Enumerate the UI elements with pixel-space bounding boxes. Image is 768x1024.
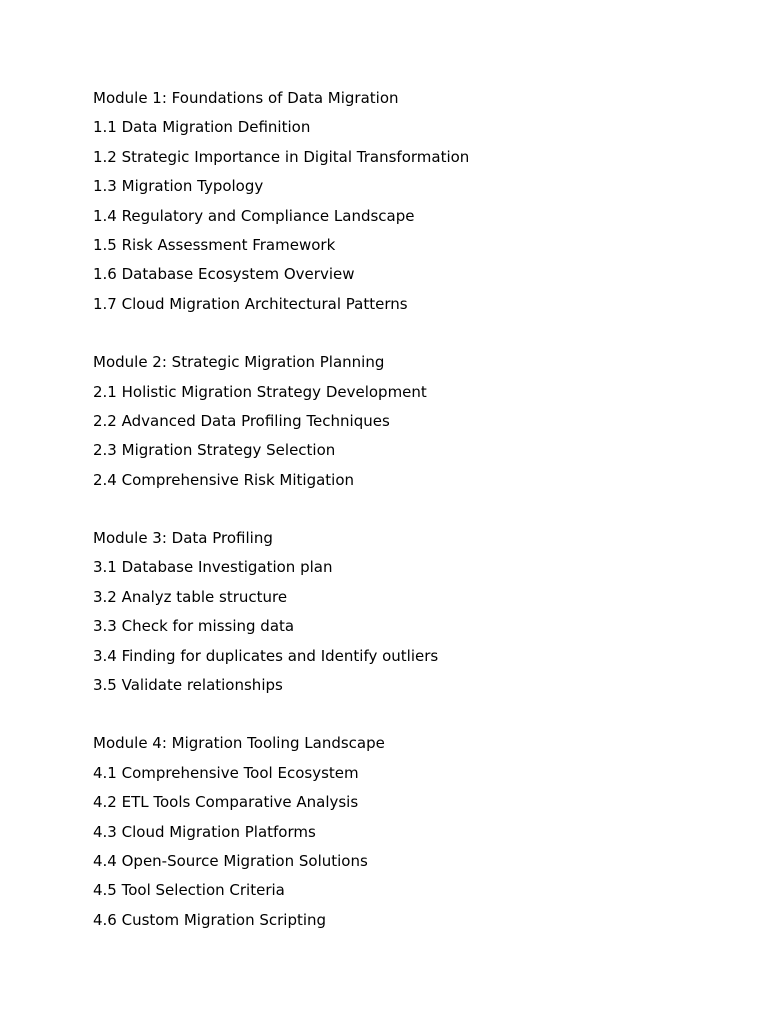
module-3 (93, 524, 768, 700)
module-item: 1.2 Strategic Importance in Digital Transformation (93, 147, 470, 166)
module-item: 2.4 Comprehensive Risk Mitigation (93, 470, 355, 489)
module-item: 1.7 Cloud Migration Architectural Patterns (93, 294, 408, 313)
module-item: 1.1 Data Migration Definition (93, 118, 311, 137)
module-title: Module 2: Strategic Migration Planning (93, 353, 385, 372)
module-item: 4.5 Tool Selection Criteria (93, 881, 285, 900)
module-title: Module 4: Migration Tooling Landscape (93, 734, 385, 753)
module-item: 3.3 Check for missing data (93, 617, 295, 636)
module-item: 3.5 Validate relationships (93, 676, 283, 695)
module-title: Module 1: Foundations of Data Migration (93, 89, 399, 107)
module-4 (93, 729, 768, 935)
module-2 (93, 348, 768, 495)
module-item: 2.1 Holistic Migration Strategy Development (93, 382, 427, 401)
module-item: 2.2 Advanced Data Profiling Techniques (93, 411, 390, 430)
module-item: 1.5 Risk Assessment Framework (93, 235, 336, 254)
module-item: 4.2 ETL Tools Comparative Analysis (93, 793, 359, 812)
module-item: 3.1 Database Investigation plan (93, 558, 333, 577)
module-item: 3.2 Analyz table structure (93, 587, 288, 606)
module-item: 4.6 Custom Migration Scripting (93, 910, 327, 929)
module-item: 1.4 Regulatory and Compliance Landscape (93, 206, 415, 225)
module-item: 1.3 Migration Typology (93, 177, 264, 196)
module-item: 2.3 Migration Strategy Selection (93, 441, 336, 460)
module-item: 1.6 Database Ecosystem Overview (93, 265, 355, 284)
module-item: 4.4 Open-Source Migration Solutions (93, 851, 368, 870)
module-item: 4.1 Comprehensive Tool Ecosystem (93, 763, 359, 782)
module-1 (93, 84, 768, 319)
module-item: 3.4 Finding for duplicates and Identify outliers (93, 646, 439, 665)
module-title: Module 3: Data Profiling (93, 529, 273, 548)
module-item: 4.3 Cloud Migration Platforms (93, 822, 316, 841)
